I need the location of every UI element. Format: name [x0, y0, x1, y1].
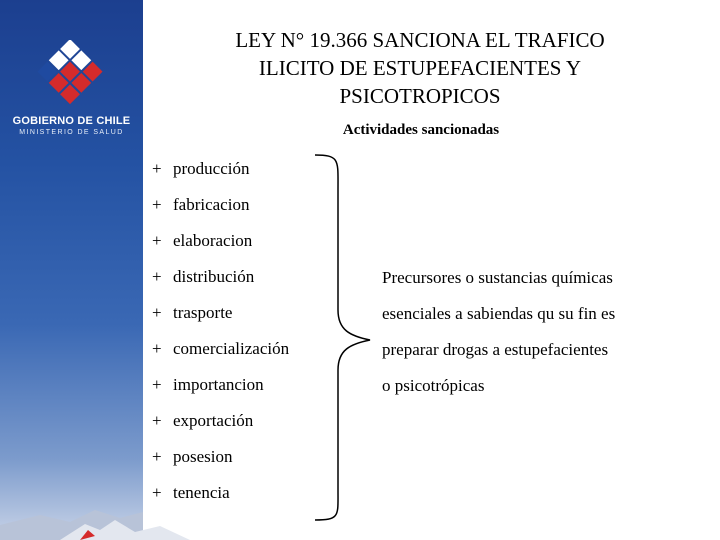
list-item	[152, 373, 289, 409]
activity-label: comercialización	[173, 339, 290, 358]
list-item	[152, 445, 289, 481]
list-item	[152, 409, 289, 445]
title-line: ILICITO DE ESTUPEFACIENTES Y	[258, 56, 582, 80]
list-item	[152, 229, 289, 265]
description-line: Precursores o sustancias químicas	[382, 268, 613, 287]
activity-label: trasporte	[173, 303, 233, 322]
plus-icon: +	[152, 375, 162, 394]
description-text	[382, 266, 615, 410]
plus-icon: +	[152, 231, 162, 250]
plus-icon: +	[152, 339, 162, 358]
activity-label: elaboracion	[173, 231, 253, 250]
list-item	[152, 337, 289, 373]
sidebar	[0, 0, 143, 540]
plus-icon: +	[152, 303, 162, 322]
list-item	[152, 301, 289, 337]
plus-icon: +	[152, 159, 162, 178]
description-line: esenciales a sabiendas qu su fin es	[382, 304, 616, 323]
activity-label: tenencia	[173, 483, 230, 502]
plus-icon: +	[152, 267, 162, 286]
slide-title	[170, 26, 670, 110]
activity-label: posesion	[173, 447, 233, 466]
brand-name: GOBIERNO DE CHILE	[12, 115, 131, 127]
activity-label: distribución	[173, 267, 255, 286]
title-line: LEY N° 19.366 SANCIONA EL TRAFICO	[235, 28, 605, 52]
title-line: PSICOTROPICOS	[339, 84, 501, 108]
activity-label: importancion	[173, 375, 264, 394]
list-item	[152, 193, 289, 229]
brand-subtitle: MINISTERIO DE SALUD	[19, 129, 124, 136]
activity-label: fabricacion	[173, 195, 250, 214]
activity-label: producción	[173, 159, 250, 178]
list-item	[152, 265, 289, 301]
slide-subtitle: Actividades sancionadas	[342, 122, 500, 138]
description-line: preparar drogas a estupefacientes	[382, 340, 609, 359]
plus-icon: +	[152, 411, 162, 430]
list-item	[152, 157, 289, 193]
activity-label: exportación	[173, 411, 254, 430]
curly-brace-icon	[310, 150, 380, 525]
government-logo-icon	[32, 40, 108, 106]
activities-list	[152, 157, 289, 517]
plus-icon: +	[152, 195, 162, 214]
plus-icon: +	[152, 447, 162, 466]
description-line: o psicotrópicas	[382, 376, 485, 395]
plus-icon: +	[152, 483, 162, 502]
list-item	[152, 481, 289, 517]
